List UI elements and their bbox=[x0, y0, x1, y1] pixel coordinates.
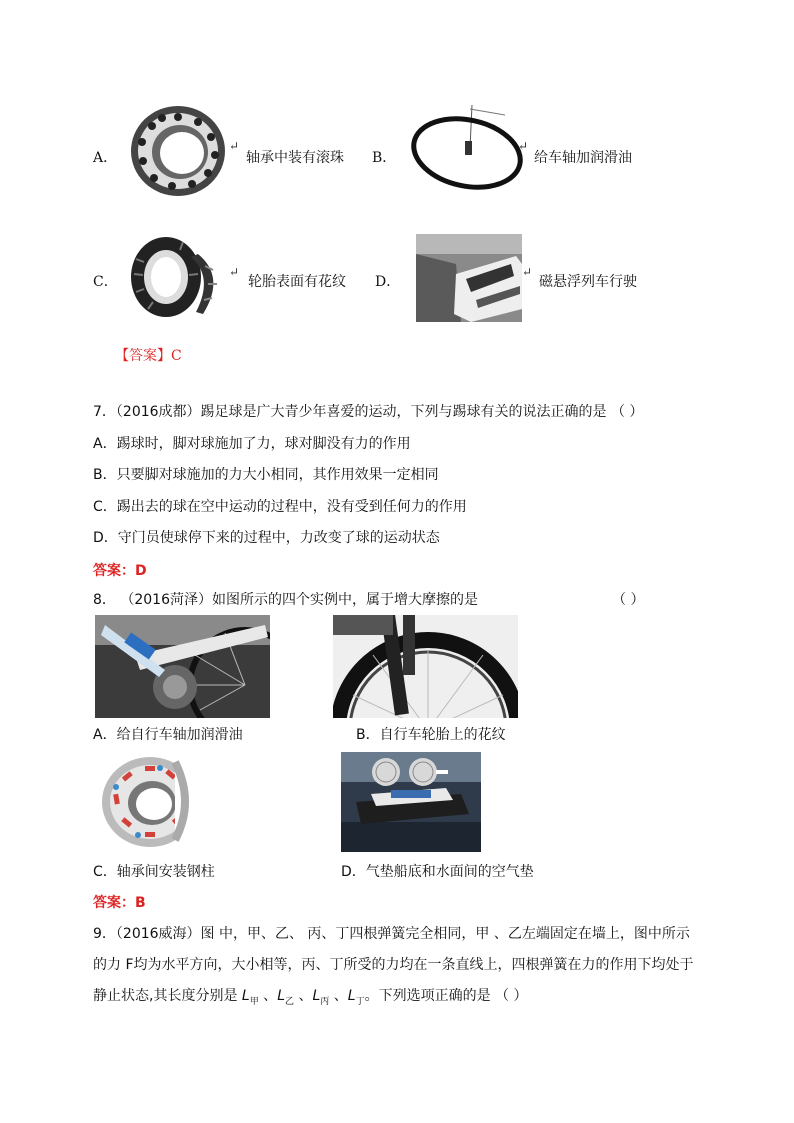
q6-answer-label: 【答案】 bbox=[115, 348, 171, 364]
q8-caption-b: B．自行车轮胎上的花纹 bbox=[356, 727, 506, 743]
length-symbol: L bbox=[312, 988, 321, 1004]
q6-option-c-caption: 轮胎表面有花纹 bbox=[248, 274, 346, 290]
q6-option-a-letter: A． bbox=[93, 150, 118, 166]
tire-tread-image bbox=[128, 234, 228, 319]
q9-line-1: 9．（2016威海）图 中，甲、乙、 丙、丁四根弹簧完全相同，甲 、乙左端固定在墙上，图中所示 bbox=[93, 926, 690, 942]
sub-jia: 甲 bbox=[249, 996, 259, 1007]
separator: 、 bbox=[329, 988, 348, 1004]
sub-ding: 丁 bbox=[355, 996, 365, 1007]
return-mark-icon: ↵ bbox=[522, 265, 533, 279]
bike-lubrication-photo bbox=[95, 615, 270, 718]
maglev-train-image bbox=[416, 234, 522, 322]
q8-caption-c: C．轴承间安装钢柱 bbox=[93, 864, 215, 880]
q7-option-d: D．守门员使球停下来的过程中，力改变了球的运动状态 bbox=[93, 530, 440, 546]
q7-option-c: C．踢出去的球在空中运动的过程中，没有受到任何力的作用 bbox=[93, 499, 467, 515]
q9-line-3-pre: 静止状态,其长度分别是 bbox=[93, 988, 242, 1004]
q6-option-a-caption: 轴承中装有滚珠 bbox=[246, 150, 344, 166]
separator: 、 bbox=[294, 988, 313, 1004]
q9-line-2: 的力 F均为水平方向，大小相等，丙、丁所受的力均在一条直线上，四根弹簧在力的作用下均处于 bbox=[93, 957, 694, 973]
return-mark-icon: ↵ bbox=[229, 265, 240, 279]
q8-caption-a: A．给自行车轴加润滑油 bbox=[93, 727, 243, 743]
return-mark-icon: ↵ bbox=[229, 139, 240, 153]
roller-bearing-image bbox=[100, 752, 210, 850]
q9-line-3-post: 。下列选项正确的是 （ ） bbox=[364, 988, 528, 1004]
q7-option-a: A．踢球时，脚对球施加了力，球对脚没有力的作用 bbox=[93, 436, 411, 452]
q9-line-3 bbox=[93, 986, 527, 1012]
wheel-axle-image bbox=[410, 103, 525, 193]
q6-answer bbox=[115, 345, 182, 365]
bike-tire-photo bbox=[333, 615, 518, 718]
bearing-image bbox=[128, 103, 228, 198]
q7-answer: 答案：D bbox=[93, 563, 147, 579]
q7-option-b: B．只要脚对球施加的力大小相同，其作用效果一定相同 bbox=[93, 467, 439, 483]
q6-option-b-letter: B． bbox=[372, 150, 397, 166]
q8-answer: 答案：B bbox=[93, 895, 146, 911]
q8-bracket: （ ） bbox=[612, 592, 645, 608]
separator: 、 bbox=[258, 988, 278, 1004]
length-symbol: L bbox=[347, 988, 356, 1004]
return-mark-icon: ↵ bbox=[518, 139, 529, 153]
q6-answer-value: C bbox=[171, 348, 182, 364]
q8-stem: 8． （2016菏泽）如图所示的四个实例中，属于增大摩擦的是 bbox=[93, 592, 478, 608]
q6-option-d-caption: 磁悬浮列车行驶 bbox=[539, 274, 637, 290]
q7-stem: 7．（2016成都）踢足球是广大青少年喜爱的运动，下列与踢球有关的说法正确的是 （ ） bbox=[93, 404, 644, 420]
q6-option-d-letter: D． bbox=[375, 274, 401, 290]
q6-option-c-letter: C． bbox=[93, 274, 118, 290]
q6-option-b-caption: 给车轴加润滑油 bbox=[534, 150, 632, 166]
sub-bing: 丙 bbox=[320, 996, 330, 1007]
length-symbol: L bbox=[277, 988, 285, 1004]
length-symbol: L bbox=[241, 988, 250, 1004]
sub-yi: 乙 bbox=[285, 996, 295, 1007]
q8-caption-d: D．气垫船底和水面间的空气垫 bbox=[341, 864, 534, 880]
hovercraft-photo bbox=[341, 752, 481, 852]
